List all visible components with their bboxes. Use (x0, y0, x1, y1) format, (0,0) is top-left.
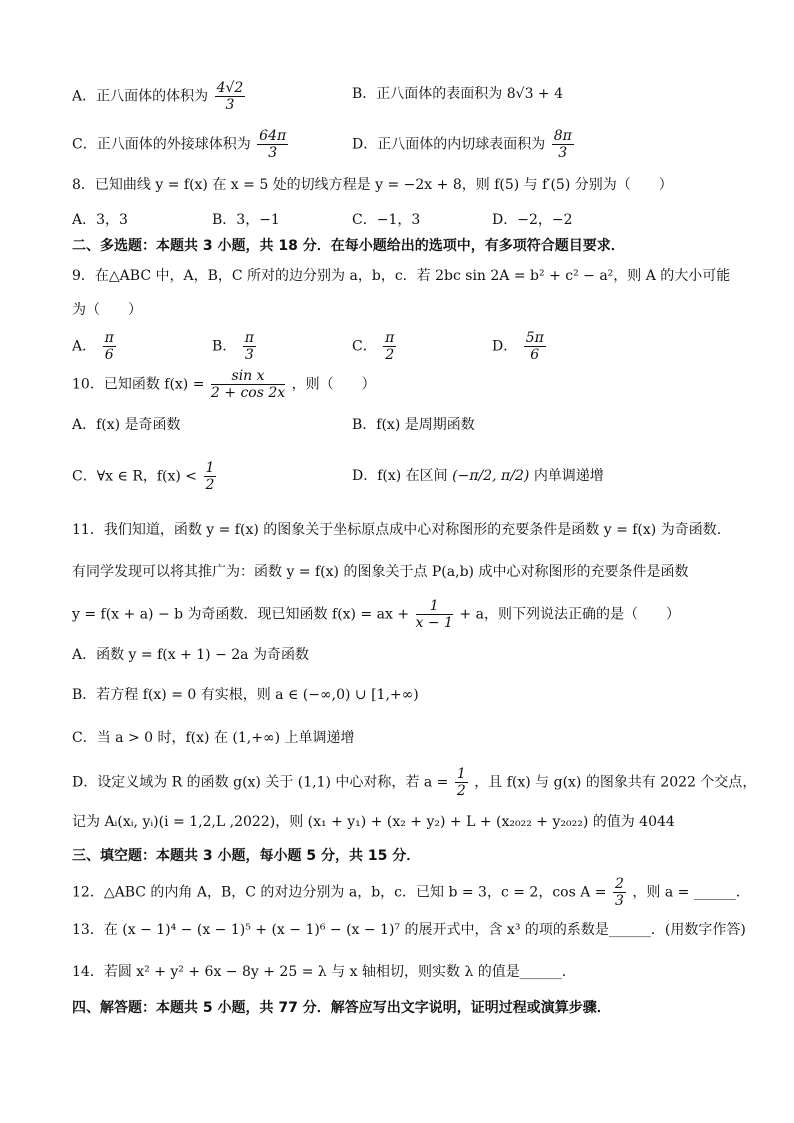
q10-option-d-text: D．f(x) 在区间 (352, 468, 448, 484)
fraction-denominator: 3 (268, 145, 278, 161)
fraction-denominator: 3 (615, 893, 624, 909)
q12 (72, 876, 750, 909)
q8-stem: 8．已知曲线 y = f(x) 在 x = 5 处的切线方程是 y = −2x + 8，则 f(5) 与 f′(5) 分别为（ ） (72, 177, 673, 193)
section-4-heading: 四、解答题：本题共 5 小题，共 77 分．解答应写出文字说明，证明过程或演算步骤． (72, 1000, 611, 1016)
q10-stem-pre: 10．已知函数 f(x) = (72, 376, 205, 393)
fraction-denominator: 3 (225, 97, 235, 113)
fraction-numerator: 2 (615, 876, 624, 892)
fraction-numerator: 8π (553, 128, 572, 144)
q7-option-a-text: A．正八面体的体积为 (72, 88, 209, 105)
q10-stem (72, 368, 376, 401)
fraction-denominator: 3 (558, 145, 568, 161)
fraction-numerator: π (104, 330, 114, 346)
q7-option-b: B．正八面体的表面积为 8√3 + 4 (352, 86, 564, 102)
q12-pre: 12．△ABC 的内角 A，B，C 的对边分别为 a，b，c．已知 b = 3，c = 2，cos A = (72, 884, 607, 901)
q10-option-d (352, 466, 604, 486)
q11-option-d-fraction (455, 766, 468, 799)
fraction-numerator: 1 (416, 598, 453, 615)
q9-option-a (72, 330, 118, 363)
q8-option-a: A．3，3 (72, 212, 128, 228)
fraction-denominator: 2 + cos 2x (210, 385, 286, 401)
fraction-numerator: π (385, 330, 395, 346)
q7-option-a-fraction (215, 80, 246, 113)
q11-option-a: A．函数 y = f(x + 1) − 2a 为奇函数 (72, 647, 309, 663)
q8-option-d: D．−2，−2 (492, 212, 573, 228)
q11-option-d-pre: D．设定义域为 R 的函数 g(x) 关于 (1,1) 中心对称，若 a = (72, 774, 449, 791)
q10-option-d-interval: (−π/2, π/2) (452, 468, 530, 484)
q11-line3-post: + a，则下列说法正确的是（ ） (459, 606, 680, 623)
section-2-heading: 二、多选题：本题共 3 小题，共 18 分．在每小题给出的选项中，有多项符合题目要求． (72, 238, 625, 254)
fraction-numerator: 1 (205, 460, 215, 476)
fraction-denominator: 3 (244, 347, 254, 363)
q7-option-d (352, 128, 576, 161)
option-label: B． (212, 338, 237, 355)
fraction-denominator: 6 (104, 347, 114, 363)
q14: 14．若圆 x² + y² + 6x − 8y + 25 = λ 与 x 轴相切，则实数 λ 的值是______． (72, 964, 576, 980)
fraction-denominator: 6 (530, 347, 540, 363)
fraction-numerator: π (244, 330, 254, 346)
q10-option-a: A．f(x) 是奇函数 (72, 417, 181, 433)
option-label: D． (492, 338, 518, 355)
q12-post: ，则 a = ______． (632, 884, 750, 901)
q7-option-d-fraction (552, 128, 574, 161)
fraction-numerator: 1 (456, 766, 466, 782)
q11-option-b: B．若方程 f(x) = 0 有实根，则 a ∈ (−∞,0) ∪ [1,+∞) (72, 687, 419, 703)
fraction-numerator: sin x (211, 368, 285, 385)
q11-line3-fraction (416, 598, 453, 631)
q9-option-a-fraction (103, 330, 116, 363)
q10-option-c-fraction (204, 460, 217, 493)
q11-option-d-line1 (72, 766, 756, 799)
q10-option-b: B．f(x) 是周期函数 (352, 417, 475, 433)
fraction-denominator: 2 (205, 477, 215, 493)
fraction-numerator: 5π (525, 330, 544, 346)
q9-stem-line1: 9．在△ABC 中，A，B，C 所对的边分别为 a，b，c．若 2bc sin 2A = b² + c² − a²，则 A 的大小可能 (72, 268, 731, 284)
q10-stem-fraction (211, 368, 285, 401)
q10-option-d-post: 内单调递增 (533, 468, 604, 484)
q11-line3-pre: y = f(x + a) − b 为奇函数．现已知函数 f(x) = ax + (72, 606, 410, 623)
q10-option-c-text: C．∀x ∈ R，f(x) < (72, 468, 198, 485)
q9-option-b-fraction (243, 330, 256, 363)
q8-option-c: C．−1，3 (352, 212, 421, 228)
q7-option-c-text: C．正八面体的外接球体积为 (72, 136, 251, 153)
q13: 13．在 (x − 1)⁴ − (x − 1)⁵ + (x − 1)⁶ − (x − 1)⁷ 的展开式中，含 x³ 的项的系数是______．(用数字作答) (72, 922, 746, 938)
q9-stem-line2: 为（ ） (72, 302, 142, 318)
option-label: A． (72, 338, 97, 355)
q11-option-c: C．当 a > 0 时，f(x) 在 (1,+∞) 上单调递增 (72, 730, 355, 746)
q7-option-d-text: D．正八面体的内切球表面积为 (352, 136, 546, 153)
q7-option-c-fraction (257, 128, 288, 161)
q11-line3 (72, 598, 680, 631)
q9-option-b (212, 330, 258, 363)
q9-option-d (492, 330, 548, 363)
q7-option-c (72, 128, 290, 161)
q10-option-c (72, 460, 218, 493)
q9-option-c (352, 330, 398, 363)
q11-option-d-line2: 记为 Aᵢ(xᵢ, yᵢ)(i = 1,2,L ,2022)，则 (x₁ + y₁) + (x₂ + y₂) + L + (x₂₀₂₂ + y₂₀₂₂) 的值为 4044 (72, 814, 675, 830)
q9-option-c-fraction (383, 330, 396, 363)
fraction-denominator: 2 (385, 347, 395, 363)
q7-option-a (72, 80, 247, 113)
q12-fraction (613, 876, 626, 909)
q10-stem-post: ，则（ ） (291, 376, 376, 393)
q8-option-b: B．3，−1 (212, 212, 280, 228)
q9-option-d-fraction (524, 330, 546, 363)
q11-line1: 11．我们知道，函数 y = f(x) 的图象关于坐标原点成中心对称图形的充要条件是函数 y = f(x) 为奇函数. (72, 522, 722, 538)
fraction-numerator: 64π (259, 128, 287, 144)
option-label: C． (352, 338, 377, 355)
section-3-heading: 三、填空题：本题共 3 小题，每小题 5 分，共 15 分． (72, 848, 421, 864)
q11-option-d-post: ，且 f(x) 与 g(x) 的图象共有 2022 个交点， (474, 774, 757, 791)
fraction-denominator: x − 1 (415, 615, 453, 631)
fraction-numerator: 4√2 (216, 80, 244, 96)
fraction-denominator: 2 (456, 783, 466, 799)
q11-line2: 有同学发现可以将其推广为：函数 y = f(x) 的图象关于点 P(a,b) 成中心对称图形的充要条件是函数 (72, 564, 689, 580)
